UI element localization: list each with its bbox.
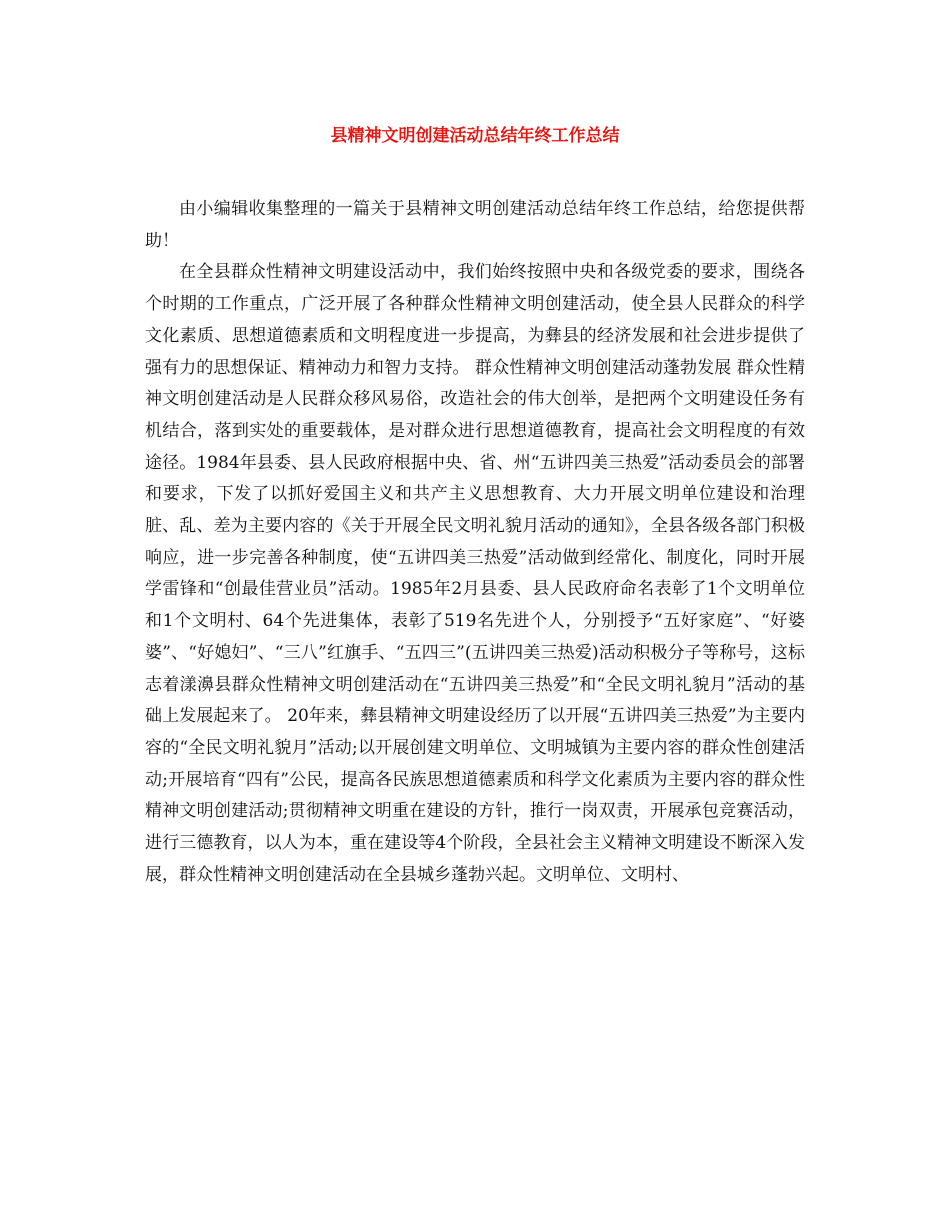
paragraph-main: 在全县群众性精神文明建设活动中，我们始终按照中央和各级党委的要求，围绕各个时期的工作重点，广泛开展了各种群众性精神文明创建活动，使全县人民群众的科学文化素质、思想道德素质和文明程度进一步提高，为彝县的经济发展和社会进步提供了强有力的思想保证、精神动力和智力支持。 群众性精神文明创建活动蓬勃发展 群众性精神文明创建活动是人民群众移风易俗，改造社会的伟大创举，是把两个文明建设任务有机结合，落到实处的重要载体，是对群众进行思想道德教育，提高社会文明程度的有效途径。1984年县委、县人民政府根据中央、省、州“五讲四美三热爱”活动委员会的部署和要求，下发了以抓好爱国主义和共产主义思想教育、大力开展文明单位建设和治理脏、乱、差为主要内容的《关于开展全民文明礼貌月活动的通知》，全县各级各部门积极响应，进一步完善各种制度，使“五讲四美三热爱”活动做到经常化、制度化，同时开展学雷锋和“创最佳营业员”活动。1985年2月县委、县人民政府命名表彰了1个文明单位和1个文明村、64个先进集体，表彰了519名先进个人，分别授予“五好家庭”、“好婆婆”、“好媳妇”、“三八”红旗手、“五四三”(五讲四美三热爱)活动积极分子等称号，这标志着漾濞县群众性精神文明创建活动在“五讲四美三热爱”和“全民文明礼貌月”活动的基础上发展起来了。 20年来，彝县精神文明建设经历了以开展“五讲四美三热爱”为主要内容的“全民文明礼貌月”活动;以开展创建文明单位、文明城镇为主要内容的群众性创建活动;开展培育“四有”公民，提高各民族思想道德素质和科学文化素质为主要内容的群众性精神文明创建活动;贯彻精神文明重在建设的方针，推行一岗双责，开展承包竞赛活动，进行三德教育，以人为本，重在建设等4个阶段，全县社会主义精神文明建设不断深入发展，群众性精神文明创建活动在全县城乡蓬勃兴起。文明单位、文明村、 (145, 262, 805, 885)
document-body (145, 194, 805, 891)
document-title: 县精神文明创建活动总结年终工作总结 (330, 126, 620, 146)
paragraph-intro: 由小编辑收集整理的一篇关于县精神文明创建活动总结年终工作总结，给您提供帮助！ (145, 199, 805, 251)
